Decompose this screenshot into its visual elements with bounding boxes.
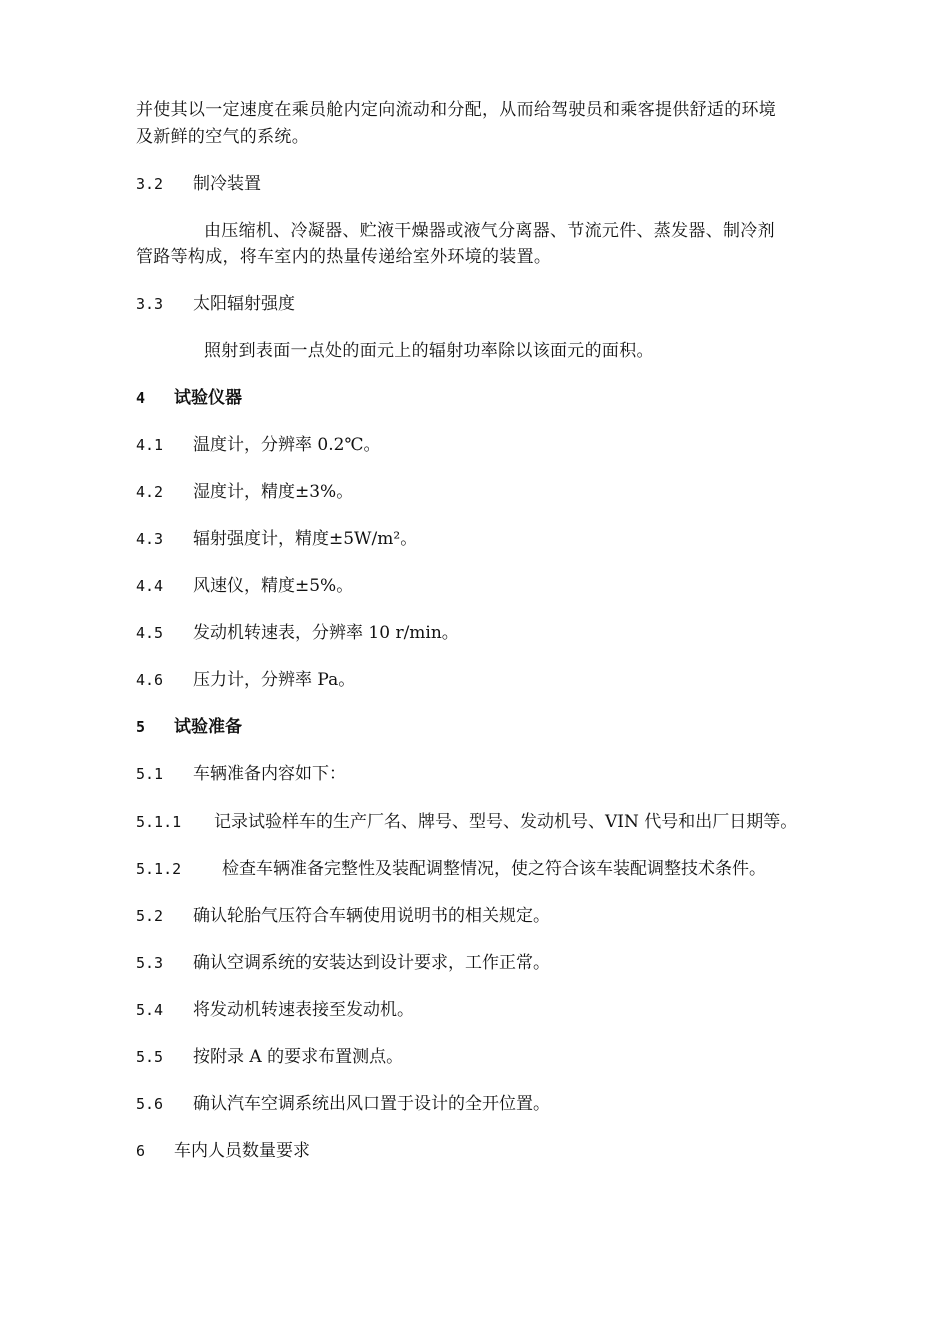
section-3-2-heading bbox=[136, 173, 261, 195]
list-item-5-1 bbox=[136, 763, 346, 785]
item-text: 确认汽车空调系统出风口置于设计的全开位置。 bbox=[193, 1094, 550, 1114]
item-number: 5.6 bbox=[136, 1095, 164, 1113]
section-3-3-body: 照射到表面一点处的面元上的辐射功率除以该面元的面积。 bbox=[204, 341, 654, 361]
section-number: 3.2 bbox=[136, 175, 164, 193]
item-number: 4.1 bbox=[136, 436, 164, 454]
list-item-5-4 bbox=[136, 999, 414, 1021]
item-text: 压力计，分辨率 Pa。 bbox=[193, 670, 356, 690]
list-item-5-2 bbox=[136, 905, 550, 927]
list-item-4-5 bbox=[136, 622, 459, 644]
section-3-2-body-line-2: 管路等构成，将车室内的热量传递给室外环境的装置。 bbox=[136, 247, 552, 267]
item-text: 记录试验样车的生产厂名、牌号、型号、发动机号、VIN 代号和出厂日期等。 bbox=[214, 812, 798, 832]
list-item-4-4 bbox=[136, 575, 353, 597]
item-number: 5.1.2 bbox=[136, 860, 182, 878]
item-text: 确认轮胎气压符合车辆使用说明书的相关规定。 bbox=[193, 906, 550, 926]
section-title: 车内人员数量要求 bbox=[174, 1141, 310, 1161]
section-title: 太阳辐射强度 bbox=[193, 294, 295, 314]
item-text: 检查车辆准备完整性及装配调整情况，使之符合该车装配调整技术条件。 bbox=[222, 859, 766, 879]
section-3-2-body-line-1: 由压缩机、冷凝器、贮液干燥器或液气分离器、节流元件、蒸发器、制冷剂 bbox=[204, 221, 775, 241]
item-number: 5.5 bbox=[136, 1048, 164, 1066]
item-number: 4.4 bbox=[136, 577, 164, 595]
section-number: 6 bbox=[136, 1142, 146, 1160]
item-text: 辐射强度计，精度±5W/m²。 bbox=[193, 529, 418, 549]
section-number: 3.3 bbox=[136, 295, 164, 313]
section-5-heading bbox=[136, 716, 242, 738]
list-item-4-3 bbox=[136, 528, 417, 550]
intro-line-1: 并使其以一定速度在乘员舱内定向流动和分配，从而给驾驶员和乘客提供舒适的环境 bbox=[136, 100, 777, 120]
section-4-heading bbox=[136, 387, 242, 409]
list-item-5-3 bbox=[136, 952, 550, 974]
item-number: 5.1 bbox=[136, 765, 164, 783]
item-number: 4.2 bbox=[136, 483, 164, 501]
item-text: 湿度计，精度±3%。 bbox=[193, 482, 354, 502]
item-text: 车辆准备内容如下： bbox=[193, 764, 346, 784]
section-6-heading bbox=[136, 1140, 310, 1162]
section-title: 制冷装置 bbox=[193, 174, 261, 194]
list-item-5-6 bbox=[136, 1093, 550, 1115]
list-item-4-2 bbox=[136, 481, 353, 503]
item-text: 风速仪，精度±5%。 bbox=[193, 576, 354, 596]
section-number: 5 bbox=[136, 718, 146, 736]
section-3-3-heading bbox=[136, 293, 295, 315]
item-number: 4.6 bbox=[136, 671, 164, 689]
item-text: 发动机转速表，分辨率 10 r/min。 bbox=[193, 623, 459, 643]
list-item-5-1-2 bbox=[136, 858, 766, 880]
section-number: 4 bbox=[136, 389, 146, 407]
item-text: 将发动机转速表接至发动机。 bbox=[193, 1000, 414, 1020]
list-item-4-6 bbox=[136, 669, 355, 691]
item-number: 5.4 bbox=[136, 1001, 164, 1019]
item-number: 5.3 bbox=[136, 954, 164, 972]
section-title: 试验仪器 bbox=[174, 388, 242, 408]
item-text: 温度计，分辨率 0.2℃。 bbox=[193, 435, 381, 455]
item-number: 5.1.1 bbox=[136, 813, 182, 831]
item-text: 按附录 A 的要求布置测点。 bbox=[193, 1047, 404, 1067]
intro-line-2: 及新鲜的空气的系统。 bbox=[136, 127, 309, 147]
section-title: 试验准备 bbox=[174, 717, 242, 737]
list-item-5-1-1 bbox=[136, 811, 797, 833]
item-text: 确认空调系统的安装达到设计要求，工作正常。 bbox=[193, 953, 550, 973]
item-number: 5.2 bbox=[136, 907, 164, 925]
item-number: 4.3 bbox=[136, 530, 164, 548]
list-item-4-1 bbox=[136, 434, 380, 456]
item-number: 4.5 bbox=[136, 624, 164, 642]
list-item-5-5 bbox=[136, 1046, 403, 1068]
